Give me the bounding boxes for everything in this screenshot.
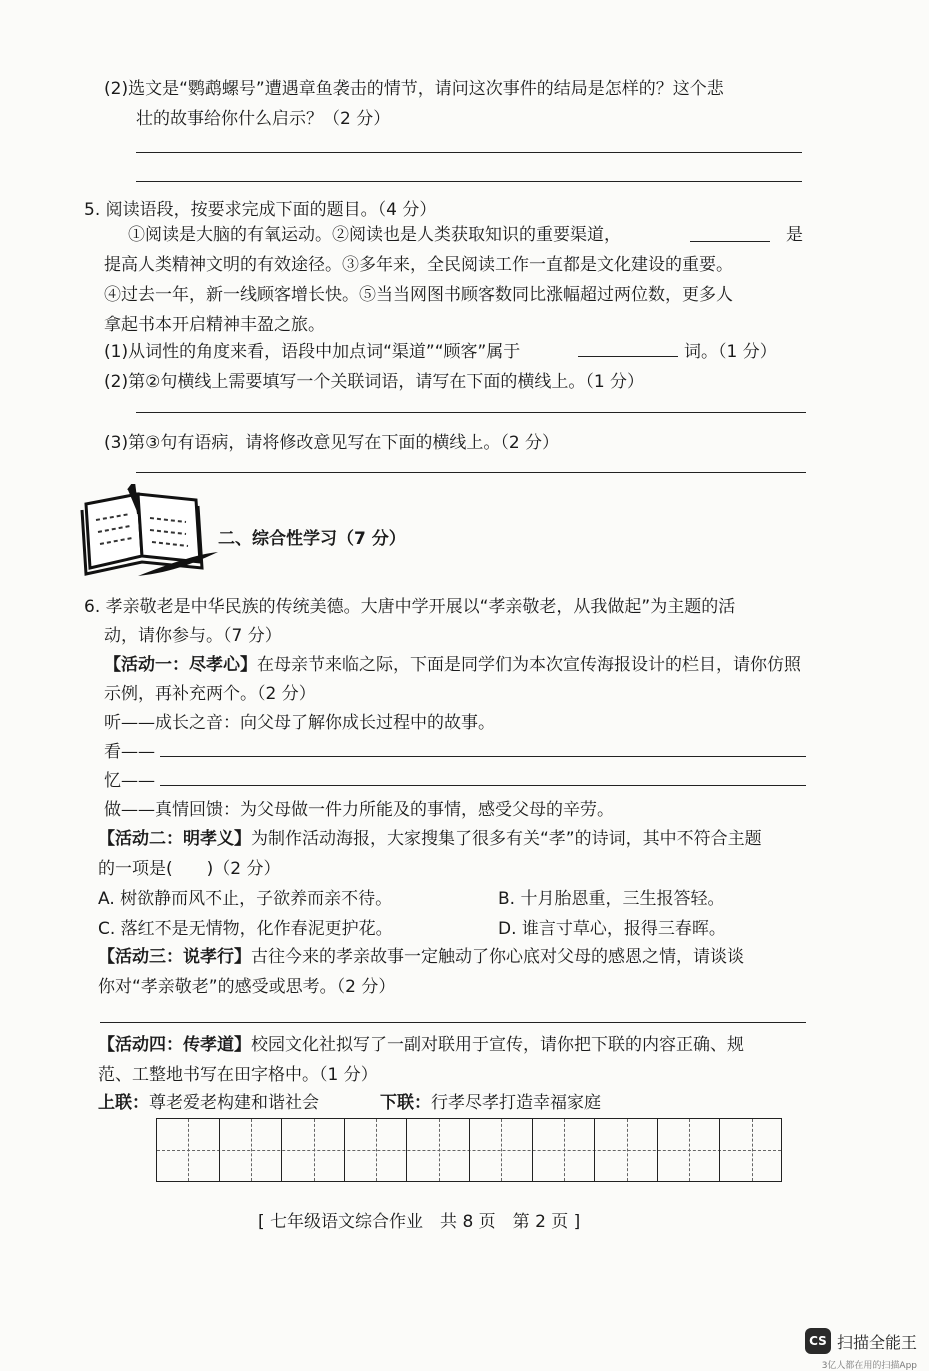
activity4-text: 校园文化社拟写了一副对联用于宣传，请你把下联的内容正确、规 <box>251 1035 744 1055</box>
q5-sub2: (2)第②句横线上需要填写一个关联词语，请写在下面的横线上。（1 分） <box>104 372 645 392</box>
couplet <box>98 1088 319 1113</box>
q4-2-line2: 壮的故事给你什么启示？（2 分） <box>136 109 391 129</box>
grid-cell-midline <box>752 1119 753 1181</box>
grid-cell-border <box>469 1119 470 1181</box>
open-book-icon <box>78 484 218 580</box>
section2-title: 二、综合性学习（7 分） <box>218 529 406 549</box>
q5-passage-line: 提高人类精神文明的有效途径。③多年来，全民阅读工作一直都是文化建设的重要。 <box>104 255 733 275</box>
grid-cell-border <box>344 1119 345 1181</box>
activity2-head: 【活动二：明孝义】 <box>98 829 251 849</box>
answer-line[interactable] <box>136 152 802 153</box>
column-ting: 听——成长之音：向父母了解你成长过程中的故事。 <box>104 713 495 733</box>
activity2-text2: 的一项是( )（2 分） <box>98 859 281 879</box>
q5-passage-line: 是 <box>786 225 803 245</box>
option-b: B. 十月胎恩重，三生报答轻。 <box>498 889 725 909</box>
grid-cell-midline <box>627 1119 628 1181</box>
grid-cell-border <box>219 1119 220 1181</box>
option-a: A. 树欲静而风不止，子欲养而亲不待。 <box>98 889 393 909</box>
grid-cell-midline <box>376 1119 377 1181</box>
answer-line[interactable] <box>136 472 806 473</box>
q5-sub3: (3)第③句有语病，请将修改意见写在下面的横线上。（2 分） <box>104 433 560 453</box>
activity2 <box>98 824 762 849</box>
q5-blank[interactable] <box>690 241 770 242</box>
q5-sub1: (1)从词性的角度来看，语段中加点词“渠道”“顾客”属于 <box>104 342 521 362</box>
answer-line[interactable] <box>100 1022 806 1023</box>
page-footer: [ 七年级语文综合作业 共 8 页 第 2 页 ] <box>258 1212 581 1232</box>
grid-cell-midline <box>314 1119 315 1181</box>
tianzige-grid[interactable] <box>156 1118 782 1182</box>
option-d: D. 谁言寸草心，报得三春晖。 <box>498 919 726 939</box>
q5-sub1-blank[interactable] <box>578 356 678 357</box>
q5-passage-line: ①阅读是大脑的有氧运动。②阅读也是人类获取知识的重要渠道， <box>128 225 621 245</box>
q5-sub1-tail: 词。（1 分） <box>684 342 777 362</box>
grid-cell-midline <box>689 1119 690 1181</box>
grid-cell-border <box>594 1119 595 1181</box>
grid-cell-midline <box>439 1119 440 1181</box>
grid-cell-border <box>657 1119 658 1181</box>
activity4-text2: 范、工整地书写在田字格中。（1 分） <box>98 1065 378 1085</box>
column-yi: 忆—— <box>104 771 155 791</box>
grid-cell-midline <box>501 1119 502 1181</box>
activity2-text: 为制作活动海报，大家搜集了很多有关“孝”的诗词，其中不符合主题 <box>251 829 762 849</box>
q5-passage-line: ④过去一年，新一线顾客增长快。⑤当当网图书顾客数同比涨幅超过两位数，更多人 <box>104 285 733 305</box>
activity1-head: 【活动一：尽孝心】 <box>104 655 257 675</box>
activity3-text: 古往今来的孝亲故事一定触动了你心底对父母的感恩之情，请谈谈 <box>251 947 744 967</box>
cs-logo-icon: CS <box>805 1328 831 1354</box>
answer-line[interactable] <box>160 756 806 757</box>
grid-cell-midline <box>564 1119 565 1181</box>
couplet-lower <box>380 1088 601 1113</box>
q5-title: 5. 阅读语段，按要求完成下面的题目。（4 分） <box>84 200 437 220</box>
answer-line[interactable] <box>136 181 802 182</box>
q6-line1: 6. 孝亲敬老是中华民族的传统美德。大唐中学开展以“孝亲敬老，从我做起”为主题的活 <box>84 597 736 617</box>
grid-cell-border <box>406 1119 407 1181</box>
grid-cell-midline <box>251 1119 252 1181</box>
grid-cell-border <box>281 1119 282 1181</box>
column-kan: 看—— <box>104 742 155 762</box>
grid-cell-border <box>719 1119 720 1181</box>
q4-2-line1: (2)选文是“鹦鹉螺号”遭遇章鱼袭击的情节，请问这次事件的结局是怎样的？这个悲 <box>104 79 724 99</box>
activity3-head: 【活动三：说孝行】 <box>98 947 251 967</box>
answer-line[interactable] <box>160 785 806 786</box>
grid-cell-midline <box>188 1119 189 1181</box>
scanner-name: 扫描全能王 <box>836 1332 917 1352</box>
q5-passage-line: 拿起书本开启精神丰盈之旅。 <box>104 315 325 335</box>
answer-line[interactable] <box>136 412 806 413</box>
column-zuo: 做——真情回馈：为父母做一件力所能及的事情，感受父母的辛劳。 <box>104 800 614 820</box>
activity3 <box>98 942 744 967</box>
xialian-label: 下联： <box>380 1093 431 1113</box>
scanner-logo <box>805 1328 917 1354</box>
activity3-text2: 你对“孝亲敬老”的感受或思考。（2 分） <box>98 977 396 997</box>
activity4-head: 【活动四：传孝道】 <box>98 1035 251 1055</box>
grid-cell-border <box>532 1119 533 1181</box>
activity1-text2: 示例，再补充两个。（2 分） <box>104 684 316 704</box>
scanner-tagline: 3亿人都在用的扫描App <box>821 1361 917 1371</box>
option-c: C. 落红不是无情物，化作春泥更护花。 <box>98 919 393 939</box>
xialian-text: 行孝尽孝打造幸福家庭 <box>431 1093 601 1113</box>
shanglian-text: 尊老爱老构建和谐社会 <box>149 1093 319 1113</box>
q6-line2: 动，请你参与。（7 分） <box>104 626 282 646</box>
activity1 <box>104 650 801 675</box>
shanglian-label: 上联： <box>98 1093 149 1113</box>
activity1-text: 在母亲节来临之际，下面是同学们为本次宣传海报设计的栏目，请你仿照 <box>257 655 801 675</box>
activity4 <box>98 1030 744 1055</box>
